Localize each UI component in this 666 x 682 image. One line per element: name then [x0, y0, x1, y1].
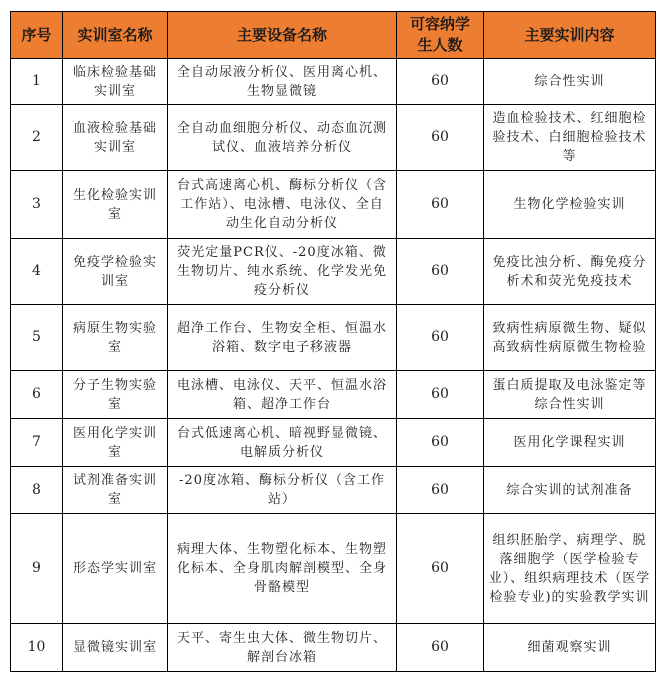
cell-capacity: 60 — [397, 239, 484, 305]
cell-no: 7 — [11, 419, 63, 467]
cell-equipment: -20度冰箱、酶标分析仪（含工作站） — [168, 467, 397, 514]
table-row — [11, 171, 656, 239]
cell-equipment: 台式低速离心机、暗视野显微镜、电解质分析仪 — [168, 419, 397, 467]
cell-equipment: 全自动尿液分析仪、医用离心机、生物显微镜 — [168, 59, 397, 105]
cell-capacity: 60 — [397, 467, 484, 514]
cell-equipment: 台式高速离心机、酶标分析仪（含工作站）、电泳槽、电泳仪、全自动生化自动分析仪 — [168, 171, 397, 239]
table-row — [11, 105, 656, 171]
table-row — [11, 419, 656, 467]
cell-room: 显微镜实训室 — [63, 624, 168, 672]
cell-room: 临床检验基础实训室 — [63, 59, 168, 105]
table-row — [11, 59, 656, 105]
cell-no: 8 — [11, 467, 63, 514]
cell-content: 生物化学检验实训 — [484, 171, 656, 239]
cell-room: 形态学实训室 — [63, 514, 168, 624]
cell-content: 综合实训的试剂准备 — [484, 467, 656, 514]
cell-no: 1 — [11, 59, 63, 105]
table-row — [11, 239, 656, 305]
cell-content: 组织胚胎学、病理学、脱落细胞学（医学检验专业）、组织病理技术（医学检验专业)的实验教学实训 — [484, 514, 656, 624]
table-row — [11, 514, 656, 624]
cell-capacity: 60 — [397, 624, 484, 672]
header-content: 主要实训内容 — [484, 12, 656, 59]
header-row — [11, 12, 656, 59]
cell-capacity: 60 — [397, 59, 484, 105]
cell-no: 9 — [11, 514, 63, 624]
cell-room: 生化检验实训室 — [63, 171, 168, 239]
cell-content: 细菌观察实训 — [484, 624, 656, 672]
cell-equipment: 天平、寄生虫大体、微生物切片、解剖台冰箱 — [168, 624, 397, 672]
cell-equipment: 荧光定量PCR仪、-20度冰箱、微生物切片、纯水系统、化学发光免疫分析仪 — [168, 239, 397, 305]
header-capacity: 可容纳学生人数 — [397, 12, 484, 59]
cell-room: 分子生物实验室 — [63, 371, 168, 419]
cell-room: 免疫学检验实训室 — [63, 239, 168, 305]
cell-content: 造血检验技术、红细胞检验技术、白细胞检验技术等 — [484, 105, 656, 171]
cell-capacity: 60 — [397, 171, 484, 239]
cell-equipment: 全自动血细胞分析仪、动态血沉测试仪、血液培养分析仪 — [168, 105, 397, 171]
cell-equipment: 病理大体、生物塑化标本、生物塑化标本、全身肌肉解剖模型、全身骨骼模型 — [168, 514, 397, 624]
cell-no: 3 — [11, 171, 63, 239]
cell-content: 医用化学课程实训 — [484, 419, 656, 467]
cell-room: 试剂准备实训室 — [63, 467, 168, 514]
cell-no: 2 — [11, 105, 63, 171]
cell-room: 病原生物实验室 — [63, 305, 168, 371]
cell-no: 5 — [11, 305, 63, 371]
cell-no: 10 — [11, 624, 63, 672]
cell-content: 致病性病原微生物、疑似高致病性病原微生物检验 — [484, 305, 656, 371]
training-rooms-table — [10, 11, 656, 672]
cell-capacity: 60 — [397, 105, 484, 171]
table-row — [11, 624, 656, 672]
cell-equipment: 超净工作台、生物安全柜、恒温水浴箱、数字电子移液器 — [168, 305, 397, 371]
header-no: 序号 — [11, 12, 63, 59]
header-room-name: 实训室名称 — [63, 12, 168, 59]
cell-capacity: 60 — [397, 419, 484, 467]
cell-content: 蛋白质提取及电泳鉴定等综合性实训 — [484, 371, 656, 419]
cell-capacity: 60 — [397, 514, 484, 624]
cell-no: 4 — [11, 239, 63, 305]
table-row — [11, 467, 656, 514]
table-row — [11, 305, 656, 371]
cell-content: 综合性实训 — [484, 59, 656, 105]
header-equipment: 主要设备名称 — [168, 12, 397, 59]
cell-room: 血液检验基础实训室 — [63, 105, 168, 171]
cell-capacity: 60 — [397, 305, 484, 371]
cell-no: 6 — [11, 371, 63, 419]
cell-capacity: 60 — [397, 371, 484, 419]
table-row — [11, 371, 656, 419]
cell-content: 免疫比浊分析、酶免疫分析术和荧光免疫技术 — [484, 239, 656, 305]
cell-equipment: 电泳槽、电泳仪、天平、恒温水浴箱、超净工作台 — [168, 371, 397, 419]
cell-room: 医用化学实训室 — [63, 419, 168, 467]
